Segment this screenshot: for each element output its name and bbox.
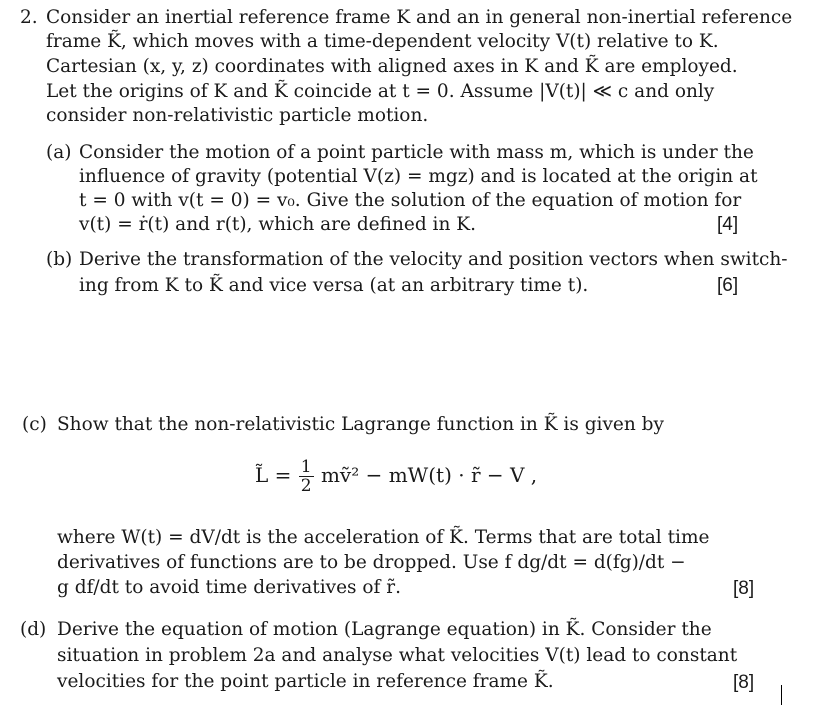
text-cursor (781, 685, 782, 705)
part-c-points: [8] (733, 578, 755, 599)
intro-line-2: frame K̃, which moves with a time-dependent velocity V(t) relative to K. (46, 31, 719, 52)
part-b-line-2: ing from K to K̃ and vice versa (at an arbitrary time t). (79, 275, 589, 296)
part-b-line-1: Derive the transformation of the velocity and position vectors when switch- (79, 249, 788, 270)
part-b-points: [6] (717, 275, 739, 296)
part-a-label: (a) (46, 142, 72, 163)
part-a-line-1: Consider the motion of a point particle with mass m, which is under the (79, 142, 754, 163)
part-a-line-3: t = 0 with v(t = 0) = v₀. Give the solution of the equation of motion for (79, 190, 742, 211)
equation-lhs: L̃ = (255, 463, 292, 487)
intro-line-1: Consider an inertial reference frame K and an in general non-inertial reference (46, 7, 793, 28)
equation-fraction (299, 458, 314, 495)
part-a-points: [4] (717, 214, 739, 235)
part-c-line-2: where W(t) = dV/dt is the acceleration of K̃. Terms that are total time (57, 527, 710, 548)
part-a-line-2: influence of gravity (potential V(z) = mgz) and is located at the origin at (79, 166, 758, 187)
intro-line-4: Let the origins of K and K̃ coincide at t = 0. Assume |V(t)| ≪ c and only (46, 81, 715, 102)
part-a-line-4: v(t) = ṙ(t) and r(t), which are defined in K. (79, 214, 476, 235)
part-d-label: (d) (20, 619, 47, 640)
part-c-line-4: g df/dt to avoid time derivatives of r̃. (57, 577, 401, 598)
part-c-label: (c) (22, 414, 47, 435)
part-d-line-2: situation in problem 2a and analyse what velocities V(t) lead to constant (57, 645, 738, 666)
fraction-numerator: 1 (300, 457, 312, 477)
intro-line-3: Cartesian (x, y, z) coordinates with aligned axes in K and K̃ are employed. (46, 56, 738, 77)
part-d-line-3: velocities for the point particle in reference frame K̃. (57, 671, 554, 692)
equation-rhs: mṽ² − mW(t) · r̃ − V , (320, 463, 538, 487)
problem-number: 2. (20, 7, 38, 28)
part-d-points: [8] (733, 672, 755, 693)
part-d-line-1: Derive the equation of motion (Lagrange equation) in K̃. Consider the (57, 619, 712, 640)
part-b-label: (b) (46, 249, 73, 270)
lagrangian-equation (255, 458, 537, 495)
fraction-denominator: 2 (300, 476, 312, 496)
intro-line-5: consider non-relativistic particle motion. (46, 105, 429, 126)
part-c-line-1: Show that the non-relativistic Lagrange function in K̃ is given by (57, 414, 664, 435)
part-c-line-3: derivatives of functions are to be dropped. Use f dg/dt = d(fg)/dt − (57, 552, 686, 573)
